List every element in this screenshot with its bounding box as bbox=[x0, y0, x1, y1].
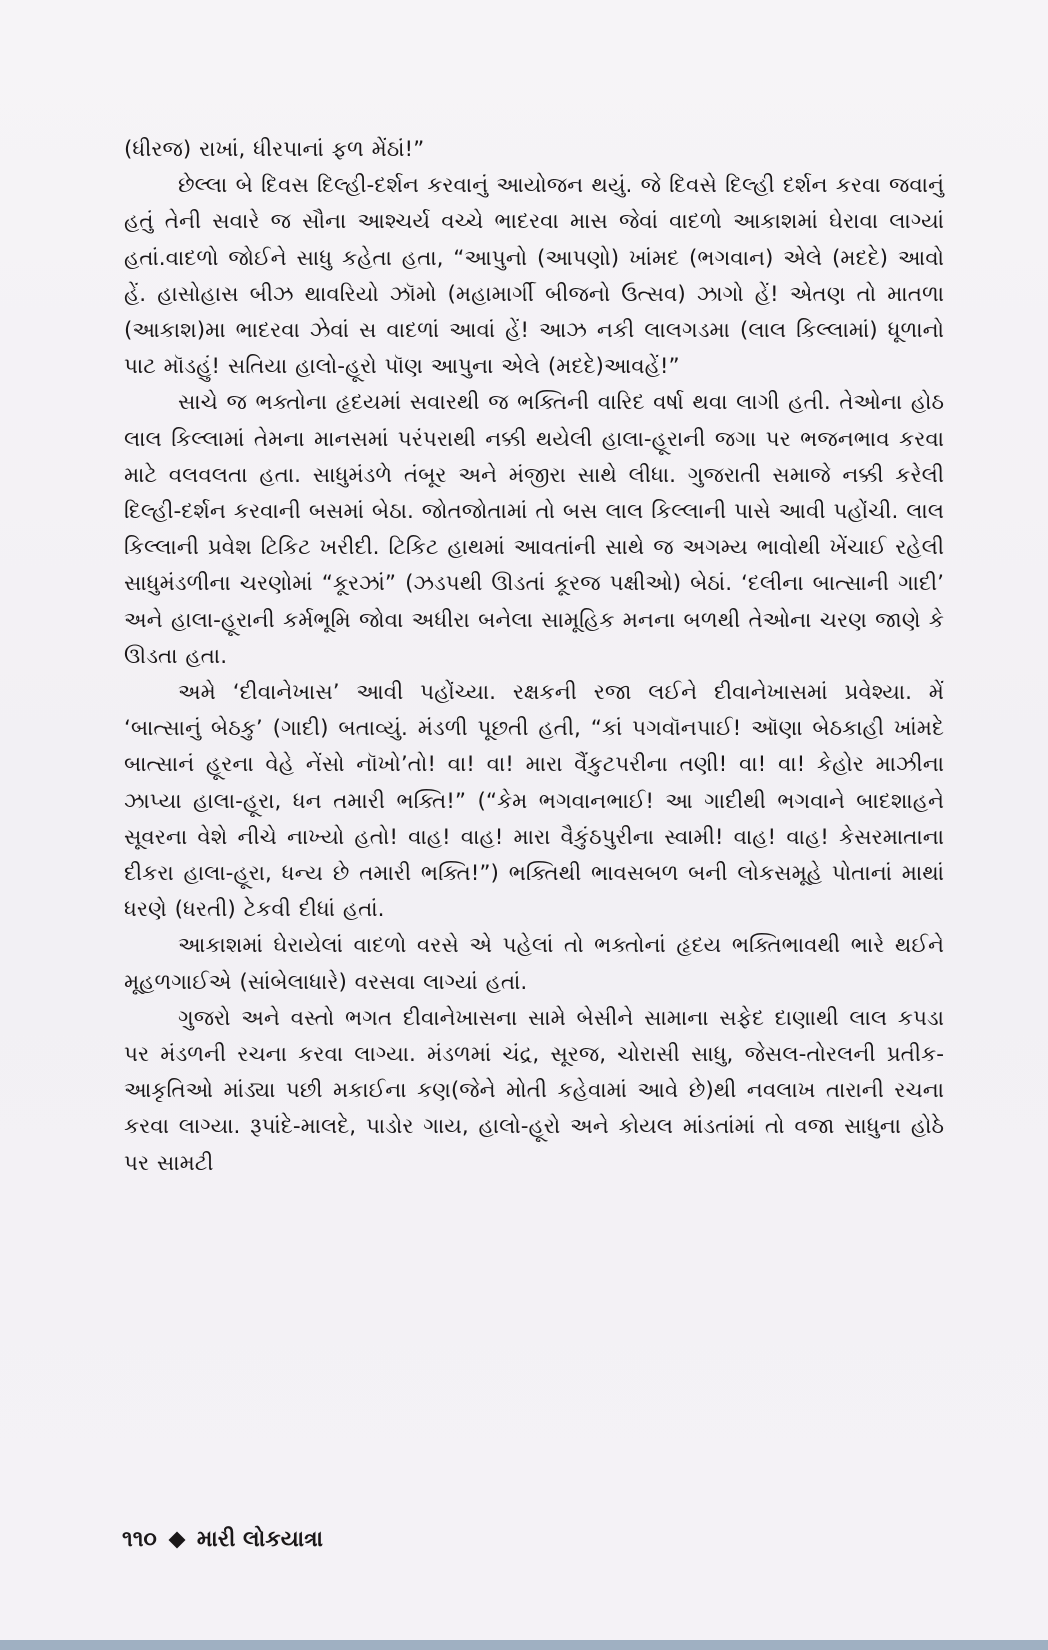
paragraph-2: છેલ્લા બે દિવસ દિલ્હી-દર્શન કરવાનું આયોજન થયું. જે દિવસે દિલ્હી દર્શન કરવા જવાનું હતું તેની સવારે જ સૌના આશ્ચર્ય વચ્ચે ભાદરવા માસ જેવાં વાદળો આકાશમાં ઘેરાવા લાગ્યાં હતાં.વાદળો જોઈને સાધુ કહેતા હતા, “આપુનો (આપણો) ખાંમદ (ભગવાન) એલે (મદદે) આવો હેં. હાસોહાસ બીઝ થાવરિયો ઝૉમો (મહામાર્ગી બીજનો ઉત્સવ) ઝાગો હેં! એતણ તો માતળા (આકાશ)મા ભાદરવા ઝેવાં સ વાદળાં આવાં હેં! આઝ નકી લાલગડમા (લાલ કિલ્લામાં) ધૂળાનો પાટ મૉડહું! સતિયા હાલો-હૂરો પૉણ આપુના એલે (મદદે)આવહેં!” bbox=[124, 173, 944, 380]
body-text bbox=[124, 132, 944, 1182]
scan-edge bbox=[0, 1640, 1048, 1650]
paragraph-5: આકાશમાં ઘેરાયેલાં વાદળો વરસે એ પહેલાં તો ભક્તોનાં હૃદય ભક્તિભાવથી ભારે થઈને મૂહળગાઈએ (સાંબેલાધારે) વરસવા લાગ્યાં હતાં. bbox=[124, 933, 944, 995]
paragraph-4: અમે ‘દીવાનેખાસ’ આવી પહોંચ્યા. રક્ષકની રજા લઈને દીવાનેખાસમાં પ્રવેશ્યા. મેં ‘બાત્સાનું બેઠકુ’ (ગાદી) બતાવ્યું. મંડળી પૂછતી હતી, “કાં પગવૉનપાઈ! ઑણા બેઠકાહી ખાંમદે બાત્સાનં હૂરના વેહે નેંસો નૉખો’તો! વા! વા! મારા વૈંકુટપરીના તણી! વા! વા! કેહોર માઝીના ઝાપ્યા હાલા-હૂરા, ધન તમારી ભક્તિ!” (“કેમ ભગવાનભાઈ! આ ગાદીથી ભગવાને બાદશાહને સૂવરના વેશે નીચે નાખ્યો હતો! વાહ! વાહ! મારા વૈકુંઠપુરીના સ્વામી! વાહ! વાહ! કેસરમાતાના દીકરા હાલા-હૂરા, ધન્ય છે તમારી ભક્તિ!”) ભક્તિથી ભાવસબળ બની લોકસમૂહે પોતાનાં માથાં ધરણે (ધરતી) ટેકવી દીધાં હતાં. bbox=[124, 680, 944, 923]
book-title: મારી લોકયાત્રા bbox=[196, 1527, 324, 1552]
paragraph-1: (ધીરજ) રાખાં, ધીરપાનાં ફળ મેંઠાં!” bbox=[124, 137, 425, 162]
paragraph-3: સાચે જ ભક્તોના હૃદયમાં સવારથી જ ભક્તિની વારિદ વર્ષા થવા લાગી હતી. તેઓના હોઠ લાલ કિલ્લામાં તેમના માનસમાં પરંપરાથી નક્કી થયેલી હાલા-હૂરાની જગા પર ભજનભાવ કરવા માટે વલવલતા હતા. સાધુમંડળે તંબૂર અને મંજીરા સાથે લીધા. ગુજરાતી સમાજે નક્કી કરેલી દિલ્હી-દર્શન કરવાની બસમાં બેઠા. જોતજોતામાં તો બસ લાલ કિલ્લાની પાસે આવી પહોંચી. લાલ કિલ્લાની પ્રવેશ ટિકિટ ખરીદી. ટિકિટ હાથમાં આવતાંની સાથે જ અગમ્ય ભાવોથી ખેંચાઈ રહેલી સાધુમંડળીના ચરણોમાં “કૂરઝાં” (ઝડપથી ઊડતાં કૂરજ પક્ષીઓ) બેઠાં. ‘દલીના બાત્સાની ગાદી’ અને હાલા-હૂરાની કર્મભૂમિ જોવા અધીરા બનેલા સામૂહિક મનના બળથી તેઓના ચરણ જાણે કે ઊડતા હતા. bbox=[124, 390, 944, 669]
diamond-icon bbox=[168, 1531, 185, 1548]
paragraph-6: ગુજરો અને વસ્તો ભગત દીવાનેખાસના સામે બેસીને સામાના સફેદ દાણાથી લાલ કપડા પર મંડળની રચના કરવા લાગ્યા. મંડળમાં ચંદ્ર, સૂરજ, ચોરાસી સાધુ, જેસલ-તોરલની પ્રતીક-આકૃતિઓ માંડ્યા પછી મકાઈના કણ(જેને મોતી કહેવામાં આવે છે)થી નવલાખ તારાની રચના કરવા લાગ્યા. રૂપાંદે-માલદે, પાડોર ગાય, હાલો-હૂરો અને કોયલ માંડતાંમાં તો વજા સાધુના હોઠે પર સામટી bbox=[124, 1005, 944, 1176]
page-footer bbox=[122, 1527, 323, 1552]
page-number: ૧૧૦ bbox=[122, 1527, 157, 1552]
